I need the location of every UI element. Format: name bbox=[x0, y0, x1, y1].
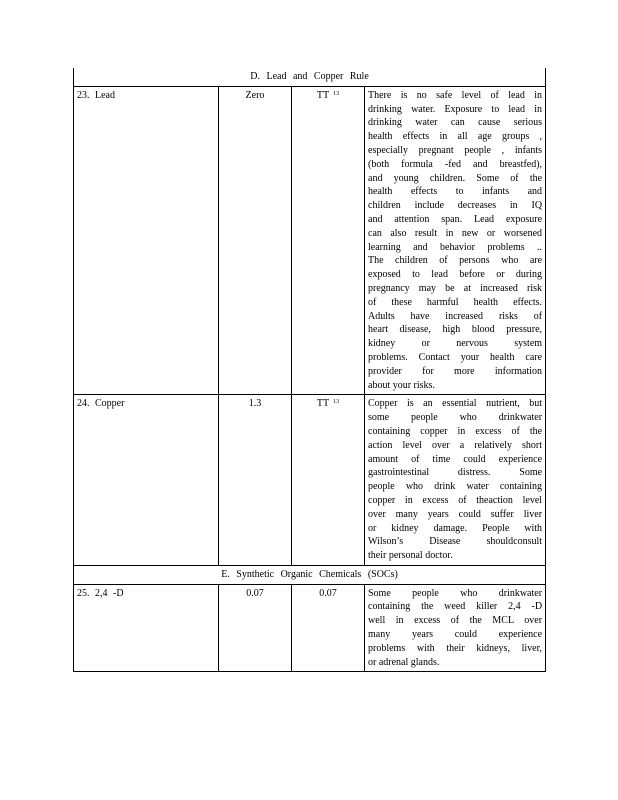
contaminant-name: 23. Lead bbox=[74, 86, 219, 395]
effects-line: The children of persons who are bbox=[368, 255, 543, 267]
effects-line: health effects to infants and bbox=[368, 186, 543, 198]
footnote-ref: 13 bbox=[333, 399, 340, 406]
effects-line: drinking water. Exposure to lead in bbox=[368, 103, 543, 115]
section-row-d bbox=[74, 68, 546, 86]
effects-line: amount of time could experience bbox=[368, 453, 543, 465]
effects-line: There is no safe level of lead in bbox=[368, 89, 543, 101]
effects-line: well in excess of the MCL over bbox=[368, 615, 543, 627]
effects-line: Some people who drinkwater bbox=[368, 587, 543, 599]
effects-line: provider for more information bbox=[368, 365, 543, 377]
mclg-value: Zero bbox=[219, 86, 292, 395]
mcl-text: TT bbox=[316, 89, 330, 101]
effects-line: problems. Contact your health care bbox=[368, 351, 543, 363]
effects-line: health effects in all age groups , bbox=[368, 131, 543, 143]
effects-line: many years could experience bbox=[368, 629, 543, 641]
mcl-value bbox=[292, 395, 365, 566]
effects-line: exposed to lead before or during bbox=[368, 269, 543, 281]
effects-line: pregnancy may be at increased risk bbox=[368, 282, 543, 294]
effects-line: gastrointestinal distress. Some bbox=[368, 467, 543, 479]
effects-line: and attention span. Lead exposure bbox=[368, 213, 543, 225]
section-title-lead-copper: D. Lead and Copper Rule bbox=[74, 68, 546, 86]
mclg-value: 1.3 bbox=[219, 395, 292, 566]
effects-line: containing copper in excess of the bbox=[368, 425, 543, 437]
health-effects bbox=[365, 395, 546, 566]
effects-line: Adults have increased risks of bbox=[368, 310, 543, 322]
section-row-e bbox=[74, 565, 546, 584]
contaminant-name: 25. 2,4 -D bbox=[74, 584, 219, 672]
contaminant-name: 24. Copper bbox=[74, 395, 219, 566]
effects-line: especially pregnant people , infants bbox=[368, 144, 543, 156]
section-title-socs: E. Synthetic Organic Chemicals (SOCs) bbox=[74, 565, 546, 584]
contaminant-table bbox=[73, 68, 546, 672]
effects-line: action level over a relatively short bbox=[368, 439, 543, 451]
effects-line: about your risks. bbox=[368, 379, 435, 391]
effects-line: Copper is an essential nutrient, but bbox=[368, 398, 543, 410]
table-row-24d bbox=[74, 584, 546, 672]
mclg-value: 0.07 bbox=[219, 584, 292, 672]
health-effects bbox=[365, 86, 546, 395]
mcl-text: TT bbox=[316, 398, 330, 410]
effects-line: of these harmful health effects. bbox=[368, 296, 543, 308]
table-row-copper bbox=[74, 395, 546, 566]
effects-line: Wilson’s Disease shouldconsult bbox=[368, 536, 543, 548]
mcl-value: 0.07 bbox=[292, 584, 365, 672]
effects-line: people who drink water containing bbox=[368, 481, 543, 493]
effects-line: drinking water can cause serious bbox=[368, 117, 543, 129]
effects-line: learning and behavior problems .. bbox=[368, 241, 543, 253]
effects-line: some people who drinkwater bbox=[368, 412, 543, 424]
effects-line: can also result in new or worsened bbox=[368, 227, 543, 239]
effects-line: copper in excess of theaction level bbox=[368, 494, 543, 506]
effects-line: heart disease, high blood pressure, bbox=[368, 324, 543, 336]
health-effects bbox=[365, 584, 546, 672]
effects-line: children include decreases in IQ bbox=[368, 200, 543, 212]
footnote-ref: 13 bbox=[333, 90, 340, 97]
effects-line: containing the weed killer 2,4 -D bbox=[368, 601, 543, 613]
effects-line: or kidney damage. People with bbox=[368, 522, 543, 534]
effects-line: (both formula -fed and breastfed), bbox=[368, 158, 543, 170]
effects-line: over many years could suffer liver bbox=[368, 508, 543, 520]
mcl-value bbox=[292, 86, 365, 395]
effects-line: their personal doctor. bbox=[368, 550, 453, 562]
effects-line: or adrenal glands. bbox=[368, 656, 440, 668]
effects-line: problems with their kidneys, liver, bbox=[368, 642, 543, 654]
effects-line: kidney or nervous system bbox=[368, 338, 543, 350]
table-row-lead bbox=[74, 86, 546, 395]
effects-line: and young children. Some of the bbox=[368, 172, 543, 184]
